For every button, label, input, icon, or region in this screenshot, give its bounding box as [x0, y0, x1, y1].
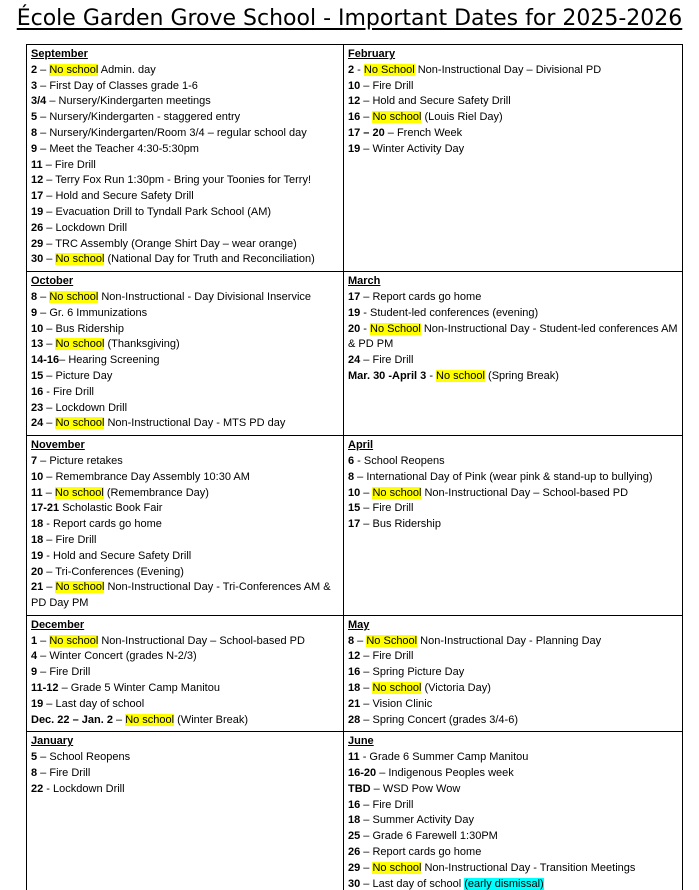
event-line: 8 – Nursery/Kindergarten/Room 3/4 – regular school day [31, 126, 307, 139]
no-school-highlight: No school [372, 861, 422, 874]
event-text: Picture Day [55, 369, 113, 382]
event-line: 16-20 – Indigenous Peoples week [348, 767, 514, 780]
event-line: 29 – TRC Assembly (Orange Shirt Day – wear orange) [31, 237, 297, 250]
event-line: 30 – Last day of school (early dismissal) [348, 877, 544, 890]
event-text: Report cards go home [53, 518, 162, 531]
event-text: Winter Activity Day [372, 142, 465, 155]
event-line: 8 – Fire Drill [31, 767, 91, 780]
event-date: Mar. 30 -April 3 [348, 369, 427, 382]
event-line: 11-12 – Grade 5 Winter Camp Manitou [31, 682, 220, 695]
event-line: 2 – No school Admin. day [31, 63, 156, 76]
event-line: 17 – Hold and Secure Safety Drill [31, 190, 194, 203]
event-line: 5 – Nursery/Kindergarten - staggered entry [31, 111, 241, 124]
event-text: School Reopens [49, 751, 131, 764]
event-line: 4 – Winter Concert (grades N-2/3) [31, 650, 197, 663]
page-title: École Garden Grove School - Important Dates for 2025-2026 [16, 6, 683, 31]
event-text: Fire Drill [49, 767, 91, 780]
event-date: 4 [31, 650, 38, 663]
month-cell [344, 45, 683, 272]
no-school-highlight: No school [55, 581, 105, 594]
event-text: (Louis Riel Day) [421, 111, 503, 124]
event-line: 10 – Bus Ridership [31, 322, 124, 335]
event-date: 2 [31, 63, 38, 76]
event-date: 11 [31, 486, 43, 499]
event-line: 19 - Student-led conferences (evening) [348, 306, 539, 319]
event-text: Spring Concert (grades 3/4-6) [372, 713, 518, 726]
event-date: 24 [31, 417, 44, 430]
event-line: 18 – No school (Victoria Day) [348, 682, 491, 695]
event-date: 5 [31, 751, 38, 764]
event-text: Spring Picture Day [372, 666, 465, 679]
no-school-highlight: No school [436, 369, 485, 382]
event-date: 16 [31, 385, 44, 398]
month-cell [344, 732, 683, 890]
event-line: 17 – Report cards go home [348, 290, 482, 303]
event-line: 11 – Fire Drill [31, 158, 96, 171]
event-line: 8 – International Day of Pink (wear pink & stand-up to bullying) [348, 470, 653, 483]
event-date: 20 [348, 322, 361, 335]
no-school-highlight: No school [55, 253, 105, 266]
event-text: Grade 5 Winter Camp Manitou [70, 682, 220, 695]
event-line: 1 – No school Non-Instructional Day – School-based PD [31, 634, 305, 647]
event-date: 26 [31, 221, 44, 234]
event-text: TRC Assembly (Orange Shirt Day – wear orange) [55, 237, 297, 250]
event-date: 19 [31, 549, 44, 562]
month-cell [344, 272, 683, 436]
event-line: 25 – Grade 6 Farewell 1:30PM [348, 830, 498, 843]
event-text: Last day of school [55, 697, 145, 710]
event-line: 18 - Report cards go home [31, 518, 162, 531]
event-date: 22 [31, 782, 44, 795]
event-line: 24 – Fire Drill [348, 354, 414, 367]
month-heading: October [31, 275, 74, 288]
event-date: 16 [348, 666, 361, 679]
event-line: 5 – School Reopens [31, 751, 131, 764]
event-text: Hold and Secure Safety Drill [53, 549, 192, 562]
month-heading: September [31, 48, 88, 60]
no-school-highlight: No School [366, 634, 418, 647]
event-text: Fire Drill [53, 385, 94, 398]
event-line: 20 – Tri-Conferences (Evening) [31, 565, 184, 578]
event-date: 16 [348, 111, 361, 124]
event-line: 3/4 – Nursery/Kindergarten meetings [31, 95, 211, 108]
month-heading: November [31, 439, 85, 452]
event-date: 19 [31, 697, 44, 710]
event-date: 23 [31, 401, 44, 414]
event-line: TBD – WSD Pow Wow [348, 782, 461, 795]
event-date: 8 [348, 470, 355, 483]
event-line: 19 - Hold and Secure Safety Drill [31, 549, 192, 562]
event-date: 19 [31, 205, 44, 218]
event-line: 10 – Fire Drill [348, 79, 414, 92]
event-date: 30 [31, 253, 44, 266]
event-line: 8 – No School Non-Instructional Day - Planning Day [348, 634, 602, 647]
month-heading: June [348, 735, 374, 748]
event-line: 19 – Winter Activity Day [348, 142, 465, 155]
month-cell [27, 436, 344, 616]
event-line: 30 – No school (National Day for Truth and Reconciliation) [31, 253, 315, 266]
event-line: 10 – Remembrance Day Assembly 10:30 AM [31, 470, 250, 483]
event-line: 17 – Bus Ridership [348, 518, 441, 531]
event-text: Non-Instructional - Day Divisional Inservice [98, 290, 312, 303]
event-date: 21 [348, 697, 361, 710]
month-heading: December [31, 618, 85, 631]
event-line: 2 - No School Non-Instructional Day – Divisional PD [348, 63, 602, 76]
event-date: 8 [348, 634, 355, 647]
no-school-highlight: No School [370, 322, 421, 335]
event-date: 17 – 20 [348, 126, 385, 139]
event-line: 16 – Spring Picture Day [348, 666, 465, 679]
event-date: 18 [31, 518, 44, 531]
month-cell [344, 615, 683, 732]
event-text: (Thanksgiving) [104, 338, 180, 351]
event-line: 15 – Picture Day [31, 369, 113, 382]
event-date: 18 [348, 682, 361, 695]
event-date: 24 [348, 354, 361, 367]
event-line: 21 – No school Non-Instructional Day - Tri-Conferences AM & PD Day PM [31, 581, 331, 610]
event-text: Winter Concert (grades N-2/3) [49, 650, 197, 663]
event-date: 12 [31, 174, 44, 187]
month-cell [27, 732, 344, 890]
event-line: 6 - School Reopens [348, 454, 445, 467]
event-text: School Reopens [363, 454, 445, 467]
event-text: Student-led conferences (evening) [370, 306, 539, 319]
event-date: 20 [31, 565, 44, 578]
event-line [31, 501, 340, 517]
event-text: Bus Ridership [372, 518, 441, 531]
event-text: Non-Instructional Day – Divisional PD [414, 63, 602, 76]
event-text: (Victoria Day) [421, 682, 491, 695]
event-text: Non-Instructional Day - Student-led conferences AM & PD PM [348, 322, 678, 351]
event-line: 3 – First Day of Classes grade 1-6 [31, 79, 198, 92]
event-line: 24 – No school Non-Instructional Day - MTS PD day [31, 417, 286, 430]
event-text: (Remembrance Day) [103, 486, 209, 499]
event-text: Hold and Secure Safety Drill [55, 190, 194, 203]
event-text: Report cards go home [372, 290, 482, 303]
event-date: 9 [31, 306, 38, 319]
event-date: 10 [348, 486, 361, 499]
event-text: Lockdown Drill [55, 401, 128, 414]
event-text: Fire Drill [372, 354, 414, 367]
event-line: 19 – Last day of school [31, 697, 145, 710]
event-text: Admin. day [98, 63, 156, 76]
early-dismissal-highlight: (early dismissal) [464, 877, 544, 890]
event-line: 12 – Terry Fox Run 1:30pm - Bring your Toonies for Terry! [31, 174, 312, 187]
event-date: 9 [31, 666, 38, 679]
month-cell [27, 272, 344, 436]
event-text: Gr. 6 Immunizations [49, 306, 148, 319]
event-text: Grade 6 Farewell 1:30PM [372, 830, 498, 843]
event-text: Non-Instructional Day – School-based PD [98, 634, 305, 647]
event-line: 16 - Fire Drill [31, 385, 94, 398]
event-line: 7 – Picture retakes [31, 454, 123, 467]
event-text: Hearing Screening [68, 354, 160, 367]
event-date: 16-20 [348, 767, 377, 780]
event-line: Mar. 30 -April 3 - No school (Spring Break) [348, 369, 559, 382]
event-text: Fire Drill [55, 533, 97, 546]
event-date: 8 [31, 126, 38, 139]
event-date: Dec. 22 – Jan. 2 [31, 713, 113, 726]
event-line: 13 – No school (Thanksgiving) [31, 338, 180, 351]
event-text: Fire Drill [372, 502, 414, 515]
event-line: 17 – 20 – French Week [348, 126, 463, 139]
event-line: 15 – Fire Drill [348, 502, 414, 515]
no-school-highlight: No school [49, 634, 99, 647]
event-date: 17-21 [31, 502, 60, 515]
event-date: 8 [31, 290, 38, 303]
no-school-highlight: No school [372, 682, 422, 695]
event-line: 18 – Fire Drill [31, 533, 97, 546]
event-date: 15 [31, 369, 44, 382]
event-date: 12 [348, 95, 361, 108]
event-date: 1 [31, 634, 38, 647]
event-date: 7 [31, 454, 38, 467]
month-heading: February [348, 48, 396, 60]
event-line: 26 – Lockdown Drill [31, 221, 128, 234]
event-line: 9 – Meet the Teacher 4:30-5:30pm [31, 142, 199, 155]
event-date: 26 [348, 846, 361, 859]
event-date: 28 [348, 713, 361, 726]
event-text: Lockdown Drill [53, 782, 125, 795]
event-date: 17 [348, 290, 361, 303]
no-school-highlight: No school [55, 417, 105, 430]
event-date: 9 [31, 142, 38, 155]
event-text: (Spring Break) [484, 369, 559, 382]
event-text: Tri-Conferences (Evening) [55, 565, 184, 578]
event-date: 10 [348, 79, 361, 92]
event-line: Dec. 22 – Jan. 2 – No school (Winter Break) [31, 713, 249, 726]
month-cell [27, 45, 344, 272]
event-text: Lockdown Drill [55, 221, 128, 234]
event-text: Nursery/Kindergarten/Room 3/4 – regular school day [49, 126, 307, 139]
event-text: Fire Drill [372, 798, 414, 811]
event-text: Fire Drill [49, 666, 91, 679]
event-text: Non-Instructional Day - MTS PD day [104, 417, 286, 430]
event-line: 21 – Vision Clinic [348, 697, 433, 710]
event-date: 17 [348, 518, 361, 531]
event-text: (Winter Break) [174, 713, 249, 726]
event-text: Indigenous Peoples week [388, 767, 514, 780]
event-date: 25 [348, 830, 361, 843]
month-heading: April [348, 439, 374, 452]
event-text: Nursery/Kindergarten - staggered entry [49, 111, 241, 124]
no-school-highlight: No school [372, 111, 422, 124]
event-date: 29 [31, 237, 44, 250]
event-text: Fire Drill [54, 158, 96, 171]
event-date: 12 [348, 650, 361, 663]
no-school-highlight: No school [125, 713, 175, 726]
event-line: 11 – No school (Remembrance Day) [31, 486, 209, 499]
event-text: WSD Pow Wow [382, 782, 461, 795]
no-school-highlight: No school [55, 338, 105, 351]
event-date: 8 [31, 767, 38, 780]
event-line: 9 – Gr. 6 Immunizations [31, 306, 148, 319]
important-dates-table [26, 44, 683, 890]
event-text: Bus Ridership [55, 322, 124, 335]
event-date: 19 [348, 306, 361, 319]
event-line: 10 – No school Non-Instructional Day – School-based PD [348, 486, 629, 499]
event-line: 26 – Report cards go home [348, 846, 482, 859]
event-line: 29 – No school Non-Instructional Day - Transition Meetings [348, 861, 636, 874]
event-date: 13 [31, 338, 44, 351]
event-date: 3 [31, 79, 38, 92]
no-school-highlight: No school [49, 290, 99, 303]
event-date: 3/4 [31, 95, 47, 108]
event-date: 21 [31, 581, 44, 594]
event-text: Non-Instructional Day - Planning Day [417, 634, 602, 647]
event-text: First Day of Classes grade 1-6 [49, 79, 198, 92]
event-line: 8 – No school Non-Instructional - Day Divisional Inservice [31, 290, 312, 303]
event-text: (National Day for Truth and Reconciliation) [104, 253, 315, 266]
event-text: French Week [396, 126, 463, 139]
month-heading: May [348, 618, 370, 631]
event-date: 6 [348, 454, 355, 467]
event-date: 19 [348, 142, 361, 155]
event-text: Scholastic Book Fair [62, 502, 163, 515]
event-line: 18 – Summer Activity Day [348, 814, 474, 827]
event-line: 12 – Fire Drill [348, 650, 414, 663]
event-date: 16 [348, 798, 361, 811]
event-line: 22 - Lockdown Drill [31, 782, 125, 795]
event-date: 18 [348, 814, 361, 827]
event-date: 18 [31, 533, 44, 546]
event-text: Last day of school [372, 877, 465, 890]
event-date: 10 [31, 470, 44, 483]
event-text: Hold and Secure Safety Drill [372, 95, 511, 108]
month-cell [27, 615, 344, 732]
event-text: Vision Clinic [372, 697, 433, 710]
event-date: 14-16 [31, 354, 60, 367]
event-text: Report cards go home [372, 846, 482, 859]
month-heading: March [348, 275, 381, 288]
month-cell [344, 436, 683, 616]
event-line: 11 - Grade 6 Summer Camp Manitou [348, 751, 529, 764]
event-text: Non-Instructional Day - Transition Meetings [421, 861, 636, 874]
event-text: International Day of Pink (wear pink & stand-up to bullying) [366, 470, 653, 483]
event-line: 12 – Hold and Secure Safety Drill [348, 95, 511, 108]
event-date: 15 [348, 502, 361, 515]
no-school-highlight: No school [54, 486, 104, 499]
event-date: TBD [348, 782, 371, 795]
event-text: Meet the Teacher 4:30-5:30pm [49, 142, 199, 155]
no-school-highlight: No School [363, 63, 415, 76]
event-line: 16 – Fire Drill [348, 798, 414, 811]
event-date: 11 [348, 751, 360, 764]
event-text: Summer Activity Day [372, 814, 474, 827]
event-date: 2 [348, 63, 355, 76]
event-line: 14-16– Hearing Screening [31, 354, 160, 367]
event-text: Picture retakes [49, 454, 123, 467]
event-text: Fire Drill [372, 79, 414, 92]
event-date: 5 [31, 111, 38, 124]
event-date: 10 [31, 322, 44, 335]
event-date: 11-12 [31, 682, 59, 695]
event-text: Fire Drill [372, 650, 414, 663]
event-line: 28 – Spring Concert (grades 3/4-6) [348, 713, 518, 726]
event-date: 29 [348, 861, 361, 874]
event-text: Grade 6 Summer Camp Manitou [369, 751, 529, 764]
event-text: Non-Instructional Day - Tri-Conferences AM & PD Day PM [31, 581, 331, 610]
event-text: Remembrance Day Assembly 10:30 AM [55, 470, 250, 483]
event-date: 30 [348, 877, 361, 890]
event-text: Terry Fox Run 1:30pm - Bring your Toonies for Terry! [55, 174, 312, 187]
event-text: Nursery/Kindergarten meetings [58, 95, 211, 108]
event-text: Non-Instructional Day – School-based PD [421, 486, 629, 499]
no-school-highlight: No school [49, 63, 99, 76]
event-line: 19 – Evacuation Drill to Tyndall Park School (AM) [31, 205, 272, 218]
month-heading: January [31, 735, 74, 748]
event-line: 23 – Lockdown Drill [31, 401, 128, 414]
event-line: 16 – No school (Louis Riel Day) [348, 111, 503, 124]
event-date: 17 [31, 190, 44, 203]
no-school-highlight: No school [372, 486, 422, 499]
event-text: Evacuation Drill to Tyndall Park School (AM) [55, 205, 272, 218]
event-date: 11 [31, 158, 43, 171]
event-line: 9 – Fire Drill [31, 666, 91, 679]
event-line: 20 - No School Non-Instructional Day - Student-led conferences AM & PD PM [348, 322, 678, 351]
